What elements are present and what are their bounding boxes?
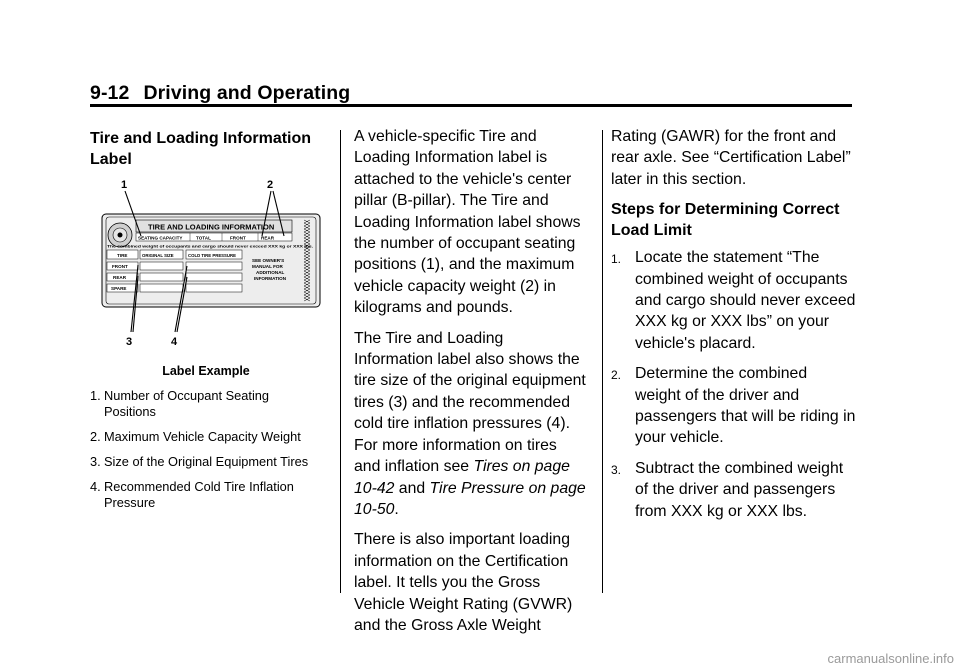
label-example-figure [90,180,322,358]
step-item: 3. Subtract the combined weight of the driver and passengers from XXX kg or XXX lbs. [611,459,844,520]
legend-item: 3. Size of the Original Equipment Tires [90,454,309,469]
step-item: 1. Locate the statement “The combined weight of occupants and cargo should never exceed XXX kg or XXX lbs” on your vehicle's placard. [611,249,856,352]
middle-column [354,126,586,645]
seating-capacity-text: SEATING CAPACITY [138,235,183,241]
front-text: FRONT [230,235,246,241]
row-spare: SPARE [111,286,127,291]
paragraph-label-contents: The Tire and Loading Information label also shows the tire size of the original equipment tires (3) and the recommended cold tire inflation pressures (4). For more information on tires and inflation see Tires on page 10-42 and Tire Pressure on page 10-50. [354,329,586,518]
step-item: 2. Determine the combined weight of the driver and passengers that will be riding in your vehicle. [611,365,856,447]
page-number: 9-12 [90,82,130,104]
col-cold-pressure: COLD TIRE PRESSURE [188,253,236,258]
section-title: Driving and Operating [143,82,351,104]
callout-4: 4 [171,336,178,348]
see-owners-text: SEE OWNER'S [252,258,285,263]
col-tire: TIRE [117,253,128,258]
callout-3: 3 [126,336,133,348]
figure-legend [90,388,322,511]
label-title: TIRE AND LOADING INFORMATION [148,222,275,232]
section-heading: Tire and Loading Information Label [90,130,312,168]
figure-caption: Label Example [162,364,250,378]
steps-list [611,247,856,522]
manual-for-text: MANUAL FOR [252,264,283,269]
column-divider-2 [602,130,603,593]
legend-item: 1. Number of Occupant Seating Positions [90,388,270,419]
row-rear: REAR [113,275,127,280]
col-original-size: ORIGINAL SIZE [142,253,174,258]
watermark: carmanualsonline.info [827,651,954,666]
left-column [90,126,322,520]
tire-label-illustration [90,180,322,358]
total-text: TOTAL [196,235,211,241]
steps-heading: Steps for Determining Correct Load Limit [611,201,840,240]
column-divider-1 [340,130,341,593]
paragraph-gawr: Rating (GAWR) for the front and rear axle. See “Certification Label” later in this section. [611,128,851,188]
link-tires[interactable]: Tires on page 10-42 [354,458,570,497]
callout-1: 1 [121,180,128,191]
callout-2: 2 [267,180,274,191]
legend-item: 2. Maximum Vehicle Capacity Weight [90,429,301,444]
header-rule [90,104,852,107]
page-header [90,82,350,105]
link-tire-pressure[interactable]: Tire Pressure on page 10-50 [354,479,586,518]
information-text: INFORMATION [254,276,287,281]
paragraph-certification: There is also important loading information on the Certification label. It tells you the Gross Vehicle Weight Rating (GVWR) and the Gross Axle Weight [354,531,573,634]
additional-text: ADDITIONAL [256,270,285,275]
paragraph-label-location: A vehicle-specific Tire and Loading Information label is attached to the vehicle's center pillar (B-pillar). The Tire and Loading Information label shows the number of occupant seating positions (1), and the maximum vehicle capacity weight (2) in kilograms and pounds. [354,128,581,317]
row-front: FRONT [112,264,128,269]
combined-weight-text: The combined weight of occupants and cargo should never exceed XXX kg or XXX lbs. [107,244,313,249]
right-column [611,126,856,531]
legend-item: 4. Recommended Cold Tire Inflation Pressure [90,479,294,510]
rear-text: REAR [261,235,275,241]
